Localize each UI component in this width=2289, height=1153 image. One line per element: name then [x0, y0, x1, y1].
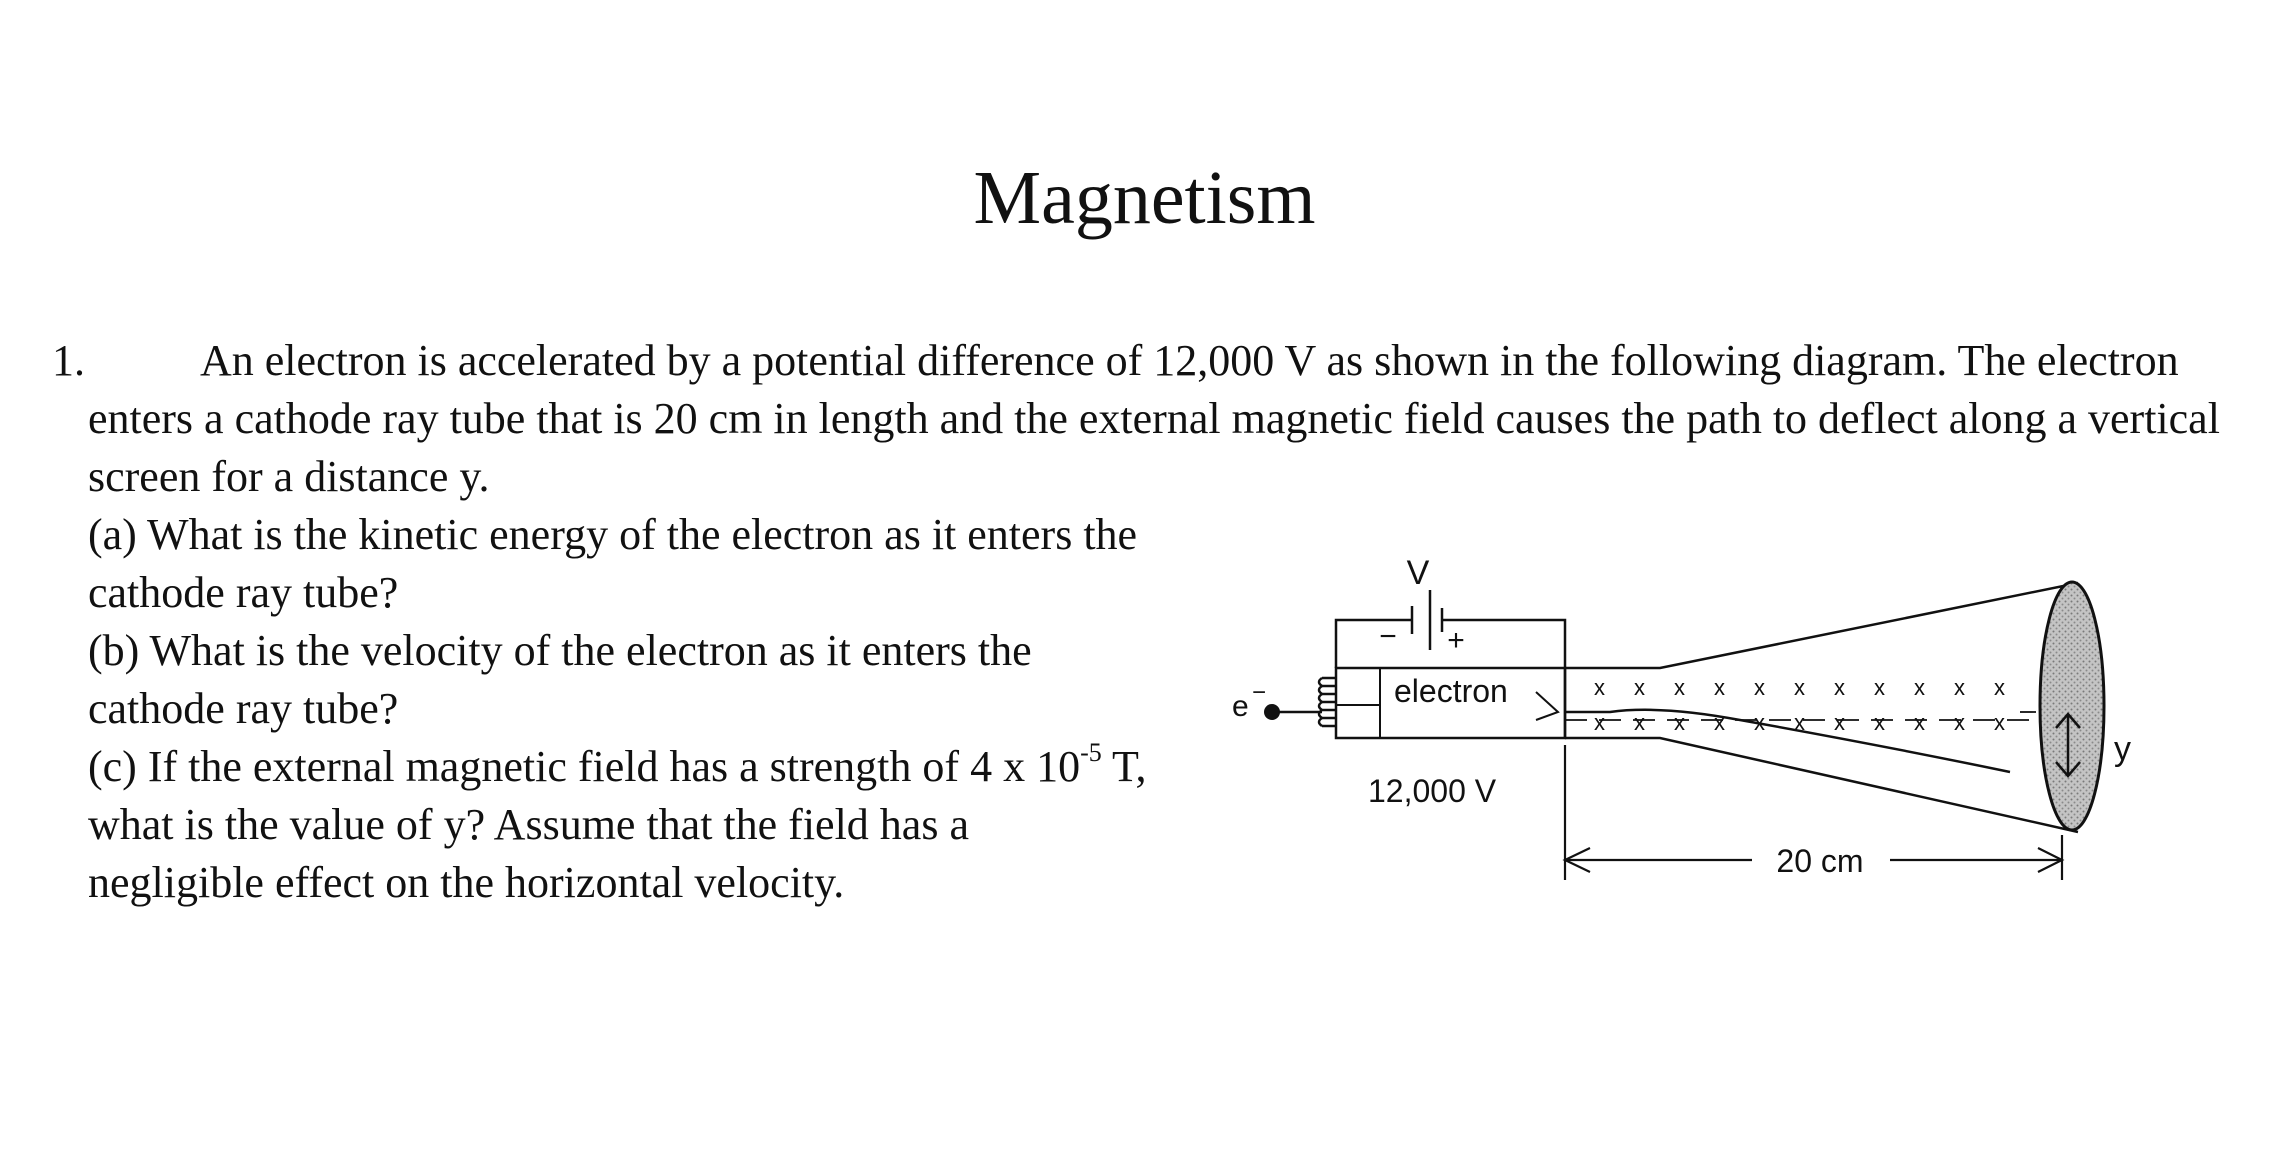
- svg-text:x: x: [1754, 710, 1765, 735]
- electron-symbol: e: [1232, 690, 1249, 723]
- svg-text:x: x: [1754, 675, 1765, 700]
- svg-text:x: x: [1674, 710, 1685, 735]
- svg-text:x: x: [1794, 675, 1805, 700]
- question-intro: [88, 332, 2238, 506]
- svg-text:x: x: [1874, 675, 1885, 700]
- svg-text:x: x: [1914, 675, 1925, 700]
- accelerating-voltage-label: 12,000 V: [1368, 773, 1497, 809]
- electron-charge: −: [1252, 679, 1267, 706]
- electron-label: electron: [1394, 673, 1508, 709]
- question-parts: [88, 506, 1148, 912]
- fluorescent-screen: [2040, 582, 2104, 830]
- filament-coil: [1319, 678, 1336, 726]
- svg-text:x: x: [1874, 710, 1885, 735]
- part-b: (b) What is the velocity of the electron as it enters the cathode ray tube?: [88, 626, 1032, 733]
- svg-text:x: x: [1634, 710, 1645, 735]
- svg-text:x: x: [1954, 675, 1965, 700]
- cathode-ray-tube-diagram: [1200, 540, 2160, 900]
- svg-text:x: x: [1954, 710, 1965, 735]
- svg-text:x: x: [1594, 710, 1605, 735]
- svg-text:x: x: [1714, 675, 1725, 700]
- part-c-exponent: -5: [1080, 738, 1102, 767]
- svg-text:x: x: [1794, 710, 1805, 735]
- svg-text:x: x: [1994, 710, 2005, 735]
- svg-text:x: x: [1834, 710, 1845, 735]
- magnetic-field-marks: [1594, 675, 2005, 735]
- svg-text:x: x: [1914, 710, 1925, 735]
- question-intro-rest: The electron enters a cathode ray tube that is 20 cm in length and the external magnetic field causes the path to deflect along a vertical screen for a distance y.: [88, 336, 2220, 501]
- voltage-symbol: V: [1406, 554, 1430, 592]
- battery-plus-label: +: [1447, 624, 1465, 657]
- svg-text:x: x: [1634, 675, 1645, 700]
- svg-text:x: x: [1994, 675, 2005, 700]
- svg-text:x: x: [1674, 675, 1685, 700]
- svg-text:x: x: [1594, 675, 1605, 700]
- electron-dot: [1264, 704, 1280, 720]
- question-intro-line1: An electron is accelerated by a potential difference of 12,000 V as shown in the following diagram.: [200, 336, 1948, 385]
- part-c: [88, 738, 1148, 912]
- battery-minus-label: −: [1379, 620, 1397, 653]
- svg-text:x: x: [1714, 710, 1725, 735]
- deflection-label: y: [2114, 730, 2131, 768]
- length-label: 20 cm: [1776, 843, 1864, 879]
- question-number: 1.: [52, 336, 85, 385]
- svg-text:x: x: [1834, 675, 1845, 700]
- part-c-text-post: T, what is the value of y? Assume that the field has a negligible effect on the horizontal velocity.: [88, 742, 1147, 907]
- part-c-text-pre: (c) If the external magnetic field has a strength of 4 x 10: [88, 742, 1081, 791]
- page-title: Magnetism: [973, 156, 1316, 240]
- cathode-ray-tube: [1565, 583, 2078, 832]
- part-a: (a) What is the kinetic energy of the electron as it enters the cathode ray tube?: [88, 510, 1138, 617]
